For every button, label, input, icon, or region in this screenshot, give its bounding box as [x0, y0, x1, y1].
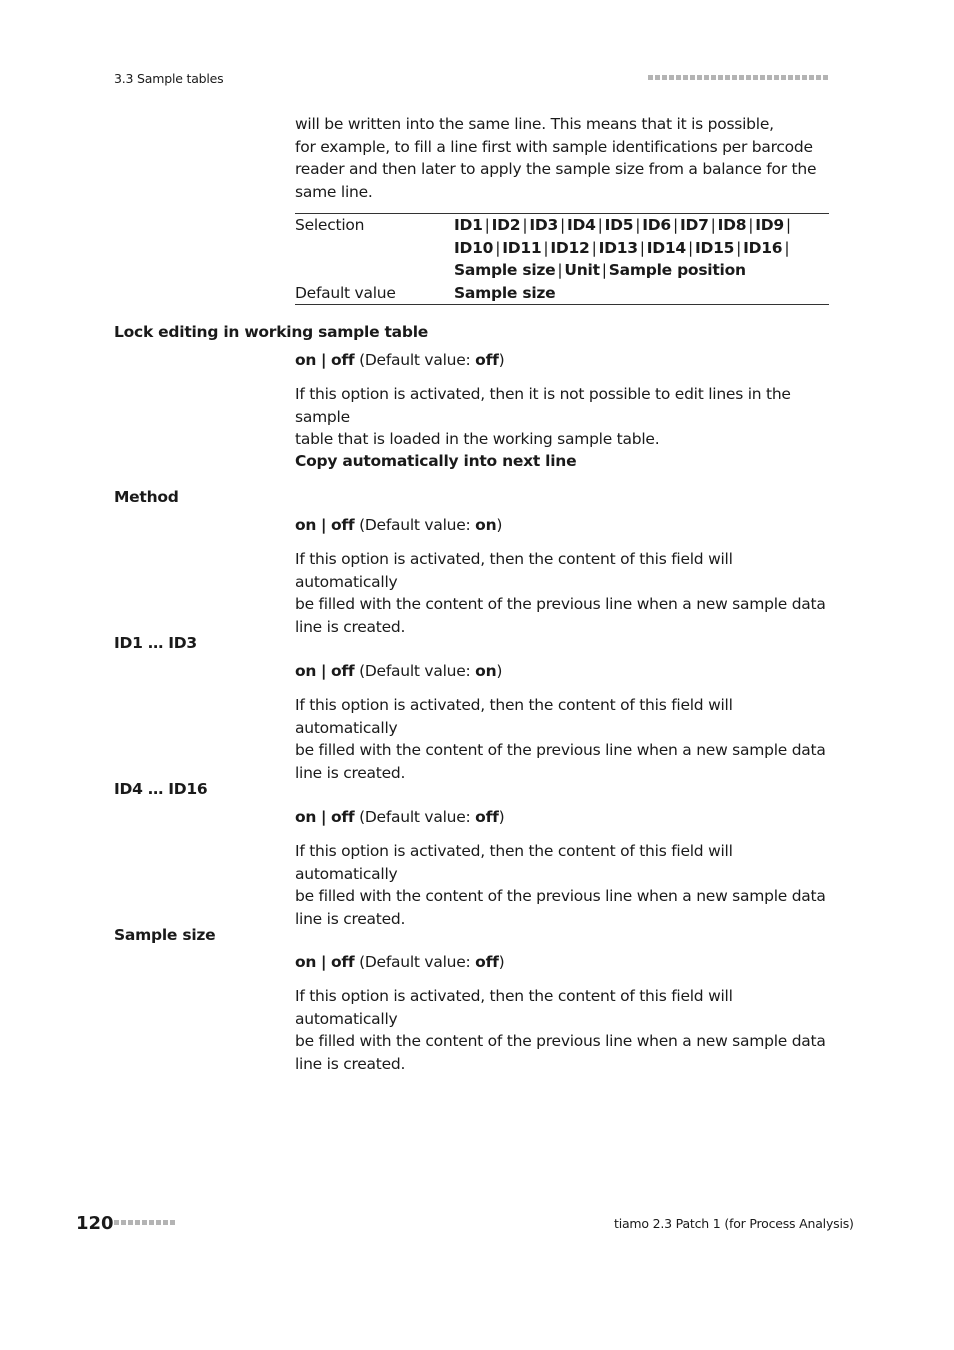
- decoration-square: [128, 1220, 133, 1225]
- default-prefix: (Default value:: [359, 516, 476, 534]
- option-separator: |: [672, 216, 678, 234]
- field-heading-method: Method: [114, 488, 179, 506]
- option-bar: |: [320, 351, 327, 369]
- option-separator: |: [597, 216, 603, 234]
- selection-option: ID1: [454, 216, 483, 234]
- decoration-square: [683, 75, 688, 80]
- description-line: If this option is activated, then the content of this field will automatically: [295, 987, 733, 1028]
- description-line: be filled with the content of the previous line when a new sample data: [295, 595, 826, 613]
- option-separator: |: [748, 216, 754, 234]
- selection-option: ID8: [717, 216, 747, 234]
- decoration-square: [753, 75, 758, 80]
- decoration-square: [676, 75, 681, 80]
- decoration-square: [170, 1220, 175, 1225]
- selection-option: ID7: [679, 216, 709, 234]
- decoration-square: [732, 75, 737, 80]
- description-line: be filled with the content of the previous line when a new sample data: [295, 887, 826, 905]
- default-prefix: (Default value:: [359, 351, 476, 369]
- decoration-square: [809, 75, 814, 80]
- option-separator: |: [639, 238, 645, 257]
- decoration-square: [163, 1220, 168, 1225]
- description-line: line is created.: [295, 763, 406, 782]
- option-separator: |: [543, 238, 549, 257]
- field-description-sample-size: [295, 985, 829, 1075]
- description-line: If this option is activated, then the content of this field will automatically: [295, 842, 733, 883]
- selection-row: [295, 214, 829, 282]
- footer-decoration: [114, 1220, 175, 1225]
- option-separator: |: [559, 216, 565, 234]
- option-separator: |: [601, 261, 607, 279]
- option-on: on: [295, 808, 317, 826]
- decoration-square: [802, 75, 807, 80]
- field-options-method: [295, 516, 502, 534]
- option-separator: |: [687, 238, 693, 257]
- selection-table: [295, 213, 829, 305]
- lock-editing-options: [295, 351, 504, 369]
- default-suffix: ): [496, 516, 503, 534]
- field-options-id1-id3: [295, 662, 502, 680]
- default-prefix: (Default value:: [359, 662, 476, 680]
- selection-line: [454, 237, 829, 260]
- description-line: table that is loaded in the working sample table.: [295, 430, 660, 448]
- decoration-square: [121, 1220, 126, 1225]
- decoration-square: [662, 75, 667, 80]
- option-on: on: [295, 953, 317, 971]
- description-line: line is created.: [295, 1054, 406, 1073]
- default-state: off: [475, 808, 499, 826]
- option-on: on: [295, 351, 317, 369]
- decoration-square: [788, 75, 793, 80]
- option-separator: |: [522, 216, 528, 234]
- decoration-square: [156, 1220, 161, 1225]
- decoration-square: [697, 75, 702, 80]
- intro-line: for example, to fill a line first with sample identifications per barcode: [295, 137, 813, 156]
- default-suffix: ): [498, 808, 505, 826]
- field-options-sample-size: [295, 953, 504, 971]
- default-value: Sample size: [454, 283, 556, 302]
- header-decoration: [648, 75, 828, 80]
- field-heading-id4-id16: ID4 … ID16: [114, 780, 208, 798]
- selection-line: [454, 259, 829, 282]
- default-row: [295, 282, 829, 305]
- decoration-square: [655, 75, 660, 80]
- selection-option: ID12: [550, 238, 590, 257]
- default-prefix: (Default value:: [359, 808, 476, 826]
- option-separator: |: [710, 216, 716, 234]
- decoration-square: [704, 75, 709, 80]
- decoration-square: [135, 1220, 140, 1225]
- decoration-square: [816, 75, 821, 80]
- selection-option: Sample size: [454, 261, 556, 279]
- option-off: off: [330, 953, 355, 971]
- decoration-square: [774, 75, 779, 80]
- default-label: Default value: [295, 283, 396, 302]
- decoration-square: [746, 75, 751, 80]
- description-line: line is created.: [295, 909, 406, 928]
- default-state: on: [475, 516, 497, 534]
- page-number: 120: [76, 1213, 114, 1234]
- default-prefix: (Default value:: [359, 953, 476, 971]
- option-off: off: [330, 808, 355, 826]
- option-separator: |: [591, 238, 597, 257]
- decoration-square: [760, 75, 765, 80]
- option-on: on: [295, 662, 317, 680]
- description-line: If this option is activated, then the content of this field will automatically: [295, 696, 733, 737]
- selection-option: Sample position: [608, 261, 746, 279]
- selection-option: ID6: [642, 216, 671, 234]
- selection-option: ID4: [566, 216, 596, 234]
- selection-line: [454, 214, 829, 237]
- selection-values: [454, 214, 829, 282]
- field-heading-sample-size: Sample size: [114, 926, 216, 944]
- field-options-id4-id16: [295, 808, 504, 826]
- running-header: 3.3 Sample tables: [114, 71, 224, 86]
- option-separator: |: [557, 261, 563, 279]
- lock-editing-description: [295, 383, 829, 451]
- option-off: off: [330, 662, 355, 680]
- selection-option: ID13: [598, 238, 638, 257]
- option-separator: |: [484, 216, 490, 234]
- description-line: be filled with the content of the previous line when a new sample data: [295, 741, 826, 759]
- decoration-square: [718, 75, 723, 80]
- option-bar: |: [320, 662, 327, 680]
- default-state: off: [475, 953, 499, 971]
- selection-option: ID9: [755, 216, 784, 234]
- selection-option: ID11: [502, 238, 542, 257]
- description-line: If this option is activated, then it is not possible to edit lines in the sample: [295, 385, 791, 426]
- field-description-id4-id16: [295, 840, 829, 930]
- option-on: on: [295, 516, 317, 534]
- default-state: off: [475, 351, 499, 369]
- selection-option: ID16: [743, 238, 783, 257]
- option-separator: |: [495, 238, 501, 257]
- selection-option: ID10: [454, 238, 494, 257]
- copy-automatically-heading: Copy automatically into next line: [295, 452, 577, 470]
- decoration-square: [725, 75, 730, 80]
- decoration-square: [114, 1220, 119, 1225]
- decoration-square: [149, 1220, 154, 1225]
- option-bar: |: [320, 953, 327, 971]
- description-line: line is created.: [295, 617, 406, 636]
- description-line: be filled with the content of the previous line when a new sample data: [295, 1032, 826, 1050]
- field-heading-id1-id3: ID1 … ID3: [114, 634, 197, 652]
- default-suffix: ): [498, 953, 505, 971]
- selection-option: ID14: [646, 238, 686, 257]
- option-separator: |: [635, 216, 641, 234]
- decoration-square: [795, 75, 800, 80]
- decoration-square: [690, 75, 695, 80]
- selection-option: ID15: [694, 238, 735, 257]
- selection-option: ID2: [491, 216, 521, 234]
- option-bar: |: [320, 516, 327, 534]
- decoration-square: [648, 75, 653, 80]
- description-line: If this option is activated, then the content of this field will automatically: [295, 550, 733, 591]
- decoration-square: [711, 75, 716, 80]
- option-separator: |: [736, 238, 742, 257]
- decoration-square: [669, 75, 674, 80]
- field-description-id1-id3: [295, 694, 829, 784]
- default-state: on: [475, 662, 497, 680]
- intro-line: same line.: [295, 182, 373, 201]
- decoration-square: [823, 75, 828, 80]
- option-separator: |: [784, 238, 790, 257]
- default-suffix: ): [496, 662, 503, 680]
- decoration-square: [781, 75, 786, 80]
- intro-paragraph: [295, 113, 829, 203]
- option-bar: |: [320, 808, 327, 826]
- selection-option: Unit: [564, 261, 600, 279]
- product-name: tiamo 2.3 Patch 1 (for Process Analysis): [614, 1216, 854, 1231]
- decoration-square: [142, 1220, 147, 1225]
- field-description-method: [295, 548, 829, 638]
- selection-label: Selection: [295, 216, 365, 234]
- default-suffix: ): [498, 351, 505, 369]
- intro-line: will be written into the same line. This means that it is possible,: [295, 115, 774, 133]
- lock-editing-heading: Lock editing in working sample table: [114, 323, 429, 341]
- option-separator: |: [785, 216, 791, 234]
- selection-option: ID5: [604, 216, 634, 234]
- decoration-square: [739, 75, 744, 80]
- decoration-square: [767, 75, 772, 80]
- option-off: off: [330, 351, 355, 369]
- intro-line: reader and then later to apply the sample size from a balance for the: [295, 160, 817, 178]
- option-off: off: [330, 516, 355, 534]
- selection-option: ID3: [529, 216, 558, 234]
